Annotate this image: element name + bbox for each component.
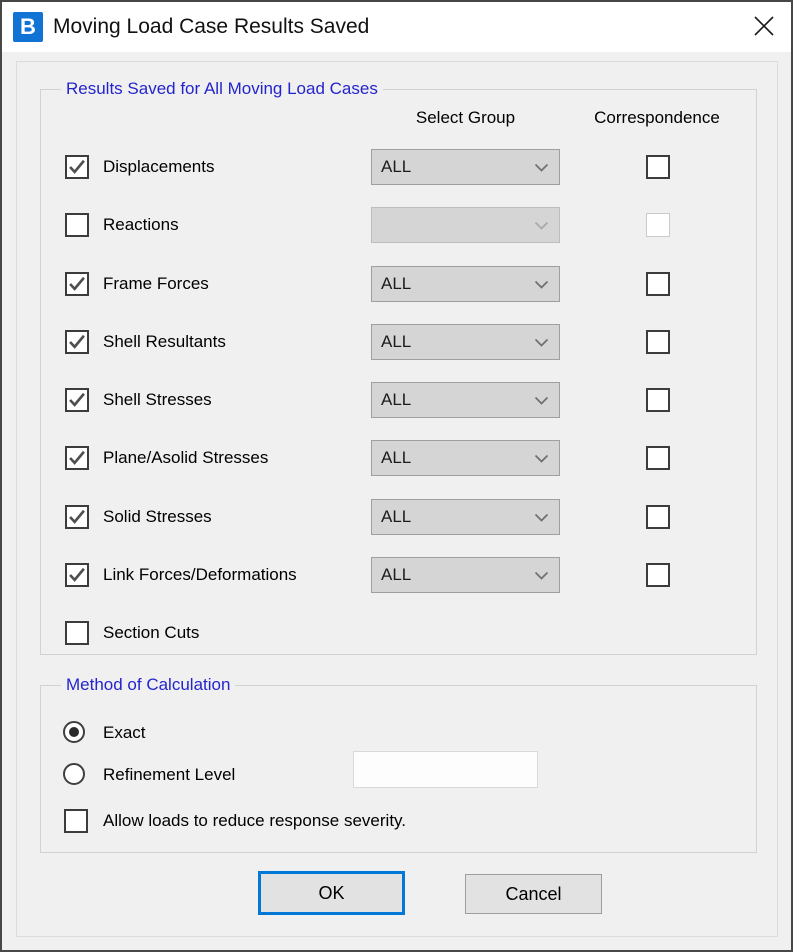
- result-label-displacements: Displacements: [103, 157, 215, 176]
- correspondence-checkbox-reactions: [646, 213, 670, 237]
- check-icon: [68, 276, 86, 292]
- content-panel: [16, 61, 778, 937]
- check-icon: [68, 567, 86, 583]
- correspondence-checkbox-solid-stresses[interactable]: [646, 505, 670, 529]
- result-label-frame-forces: Frame Forces: [103, 274, 209, 293]
- group-select-shell-stresses[interactable]: [371, 382, 560, 418]
- correspondence-checkbox-shell-stresses[interactable]: [646, 388, 670, 412]
- group-select-link-forces-deformations[interactable]: [371, 557, 560, 593]
- chevron-down-icon: [534, 338, 549, 347]
- group-select-value: ALL: [381, 565, 412, 584]
- chevron-down-icon: [534, 513, 549, 522]
- result-checkbox-shell-resultants[interactable]: [65, 330, 89, 354]
- group-select-shell-resultants[interactable]: [371, 324, 560, 360]
- titlebar: [2, 2, 791, 52]
- window-title: Moving Load Case Results Saved: [53, 15, 370, 38]
- group-select-plane-asolid-stresses[interactable]: [371, 440, 560, 476]
- result-checkbox-section-cuts[interactable]: [65, 621, 89, 645]
- chevron-down-icon: [534, 280, 549, 289]
- result-label-reactions: Reactions: [103, 215, 179, 234]
- group-select-value: ALL: [381, 274, 412, 293]
- group-select-value: ALL: [381, 507, 412, 526]
- chevron-down-icon: [534, 221, 549, 230]
- check-icon: [68, 159, 86, 175]
- radio-refinement-level-label: Refinement Level: [103, 765, 236, 784]
- allow-reduce-severity-label: Allow loads to reduce response severity.: [103, 811, 407, 830]
- method-group-title: Method of Calculation: [61, 675, 235, 695]
- result-label-plane-asolid-stresses: Plane/Asolid Stresses: [103, 448, 269, 467]
- group-select-value: ALL: [381, 332, 412, 351]
- result-checkbox-solid-stresses[interactable]: [65, 505, 89, 529]
- group-select-value: ALL: [381, 390, 412, 409]
- check-icon: [68, 334, 86, 350]
- correspondence-checkbox-shell-resultants[interactable]: [646, 330, 670, 354]
- group-select-reactions: [371, 207, 560, 243]
- group-select-value: ALL: [381, 448, 412, 467]
- result-label-section-cuts: Section Cuts: [103, 623, 200, 642]
- chevron-down-icon: [534, 571, 549, 580]
- radio-refinement-level[interactable]: [63, 763, 85, 785]
- ok-button[interactable]: OK: [258, 871, 405, 915]
- correspondence-checkbox-displacements[interactable]: [646, 155, 670, 179]
- correspondence-checkbox-frame-forces[interactable]: [646, 272, 670, 296]
- result-checkbox-reactions[interactable]: [65, 213, 89, 237]
- group-select-value: ALL: [381, 157, 412, 176]
- radio-dot: [69, 727, 79, 737]
- check-icon: [68, 392, 86, 408]
- check-icon: [68, 509, 86, 525]
- chevron-down-icon: [534, 163, 549, 172]
- chevron-down-icon: [534, 454, 549, 463]
- refinement-level-input[interactable]: [353, 751, 538, 788]
- close-button[interactable]: [736, 2, 791, 52]
- column-header-select-group: Select Group: [415, 108, 516, 127]
- correspondence-checkbox-link-forces-deformations[interactable]: [646, 563, 670, 587]
- radio-exact[interactable]: [63, 721, 85, 743]
- chevron-down-icon: [534, 396, 549, 405]
- result-label-shell-resultants: Shell Resultants: [103, 332, 226, 351]
- group-select-displacements[interactable]: [371, 149, 560, 185]
- app-icon: B: [13, 12, 43, 42]
- results-group-title: Results Saved for All Moving Load Cases: [61, 79, 383, 99]
- results-group: [40, 79, 757, 655]
- result-checkbox-shell-stresses[interactable]: [65, 388, 89, 412]
- result-label-shell-stresses: Shell Stresses: [103, 390, 212, 409]
- result-checkbox-link-forces-deformations[interactable]: [65, 563, 89, 587]
- group-select-frame-forces[interactable]: [371, 266, 560, 302]
- result-checkbox-displacements[interactable]: [65, 155, 89, 179]
- result-checkbox-frame-forces[interactable]: [65, 272, 89, 296]
- method-group: [40, 675, 757, 853]
- group-select-solid-stresses[interactable]: [371, 499, 560, 535]
- result-label-link-forces-deformations: Link Forces/Deformations: [103, 565, 297, 584]
- allow-reduce-severity-checkbox[interactable]: [64, 809, 88, 833]
- radio-exact-label: Exact: [103, 723, 146, 742]
- check-icon: [68, 450, 86, 466]
- column-header-correspondence: Correspondence: [594, 108, 720, 127]
- correspondence-checkbox-plane-asolid-stresses[interactable]: [646, 446, 670, 470]
- close-icon: [753, 15, 775, 40]
- cancel-button[interactable]: Cancel: [465, 874, 602, 914]
- result-checkbox-plane-asolid-stresses[interactable]: [65, 446, 89, 470]
- result-label-solid-stresses: Solid Stresses: [103, 507, 212, 526]
